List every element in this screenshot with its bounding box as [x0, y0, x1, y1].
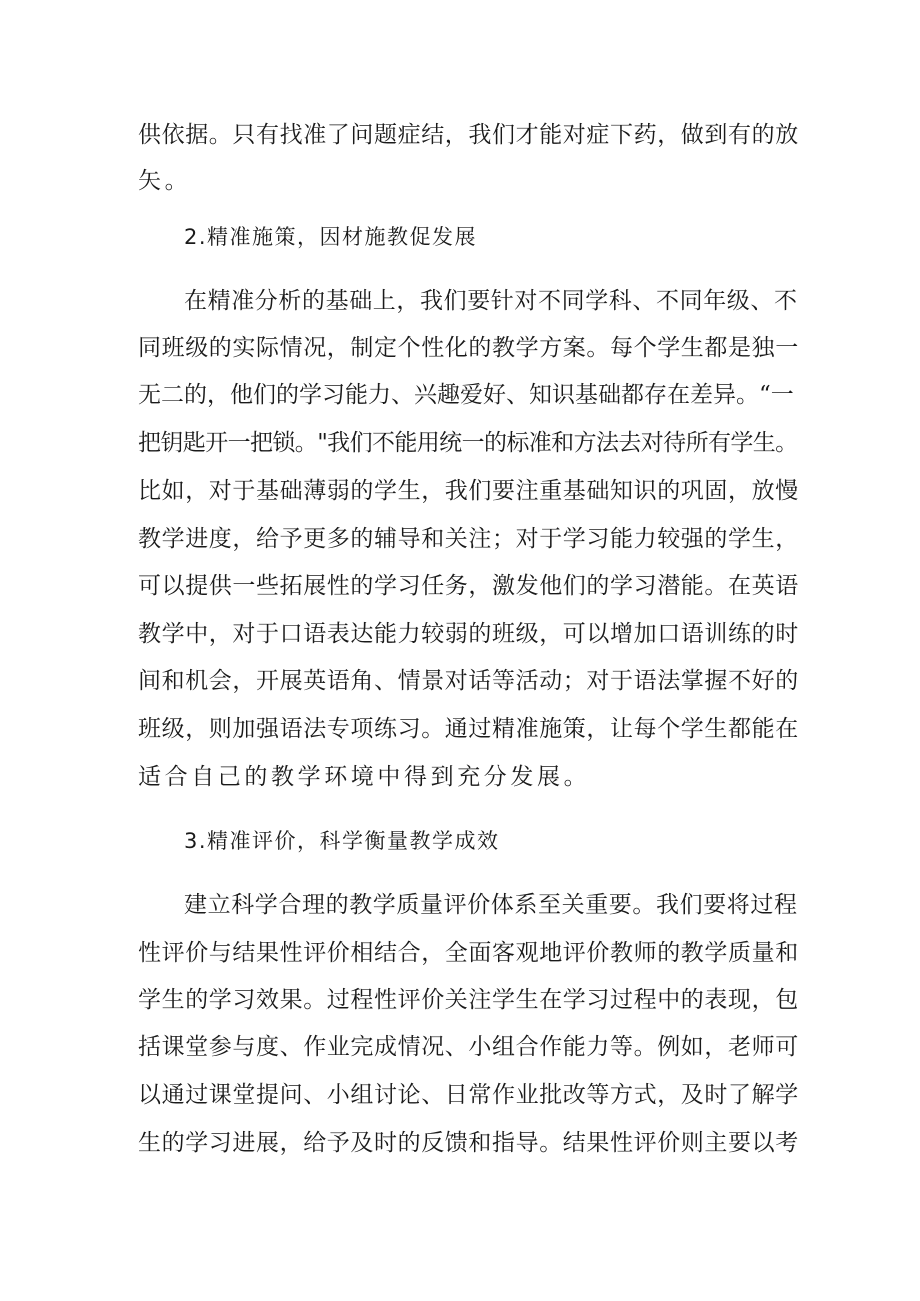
- paragraph-line: 以通过课堂提问、小组讨论、日常作业批改等方式，及时了解学: [138, 1082, 799, 1108]
- paragraph-line: 生的学习进展，给予及时的反馈和指导。结果性评价则主要以考: [138, 1130, 799, 1156]
- paragraph-line: 矢。: [138, 168, 192, 194]
- paragraph-line: 可以提供一些拓展性的学习任务，激发他们的学习潜能。在英语: [138, 573, 799, 599]
- paragraph-line: 无二的，他们的学习能力、兴趣爱好、知识基础都存在差异。“一: [138, 382, 794, 408]
- paragraph-line: 间和机会，开展英语角、情景对话等活动；对于语法掌握不好的: [138, 668, 799, 694]
- section-heading-3: 3.精准评价，科学衡量教学成效: [184, 829, 500, 853]
- paragraph-line: 教学中，对于口语表达能力较弱的班级，可以增加口语训练的时: [138, 621, 799, 647]
- paragraph-line: 性评价与结果性评价相结合，全面客观地评价教师的教学质量和: [138, 940, 799, 966]
- section-heading-2: 2.精准施策，因材施教促发展: [184, 225, 478, 249]
- paragraph-line: 班级，则加强语法专项练习。通过精准施策，让每个学生都能在: [138, 716, 799, 742]
- paragraph-line: 建立科学合理的教学质量评价体系至关重要。我们要将过程: [184, 892, 798, 918]
- paragraph-line: 比如，对于基础薄弱的学生，我们要注重基础知识的巩固，放慢: [138, 478, 799, 504]
- paragraph-line: 供依据。只有找准了问题症结，我们才能对症下药，做到有的放: [138, 122, 799, 148]
- paragraph-line: 把钥匙开一把锁。"我们不能用统一的标准和方法去对待所有学生。: [138, 430, 798, 456]
- paragraph-line: 学生的学习效果。过程性评价关注学生在学习过程中的表现，包: [138, 987, 799, 1013]
- paragraph-line: 适合自己的教学环境中得到充分发展。: [138, 764, 591, 790]
- paragraph-line: 教学进度，给予更多的辅导和关注；对于学习能力较强的学生，: [138, 526, 799, 552]
- paragraph-line: 括课堂参与度、作业完成情况、小组合作能力等。例如，老师可: [138, 1034, 799, 1060]
- paragraph-line: 在精准分析的基础上，我们要针对不同学科、不同年级、不: [184, 288, 798, 314]
- paragraph-line: 同班级的实际情况，制定个性化的教学方案。每个学生都是独一: [138, 335, 799, 361]
